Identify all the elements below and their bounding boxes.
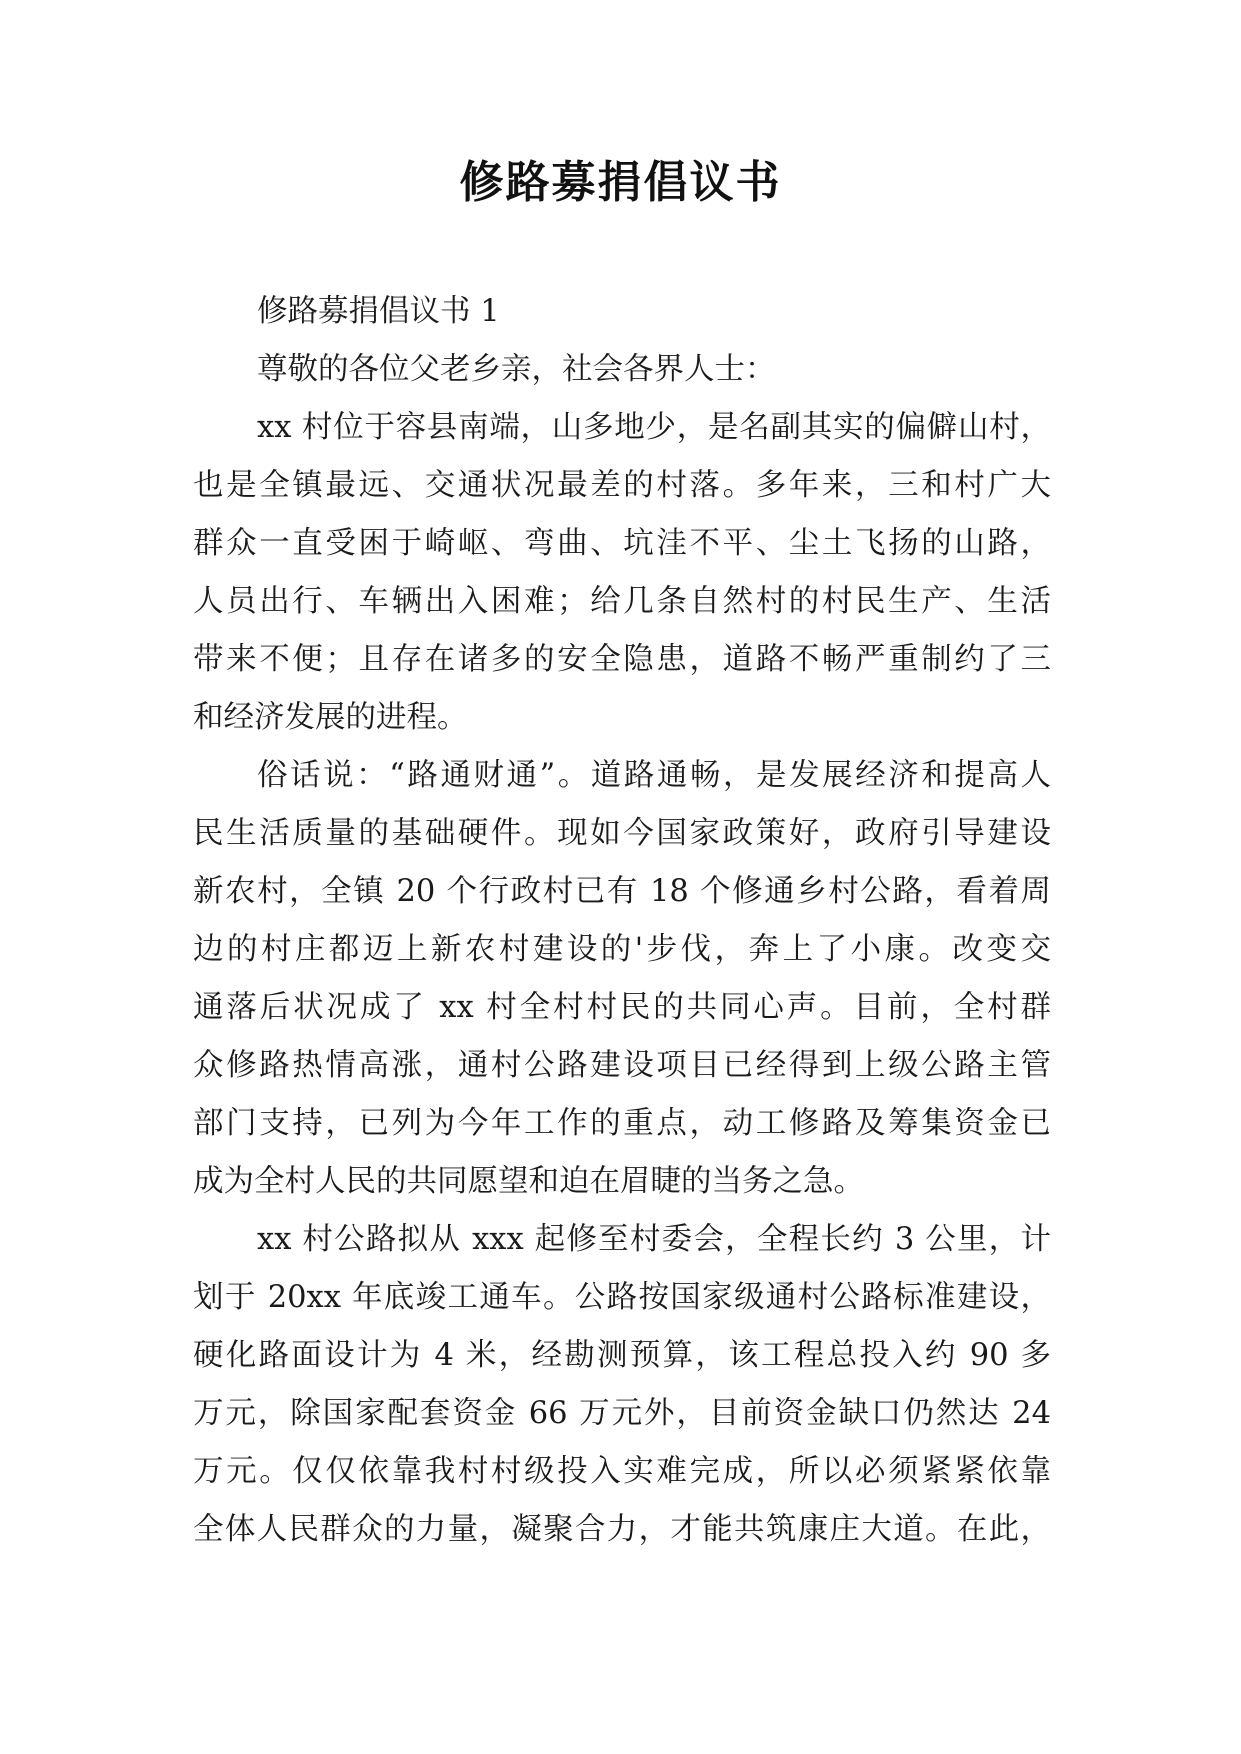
paragraph-3 <box>193 1211 1051 1559</box>
paragraph-line: 全体人民群众的力量，凝聚合力，才能共筑康庄大道。在此， <box>193 1512 1051 1547</box>
paragraph-line: 新农村，全镇 20 个行政村已有 18 个修通乡村公路，看着周 <box>193 874 1051 909</box>
paragraph-line: 群众一直受困于崎岖、弯曲、坑洼不平、尘土飞扬的山路， <box>193 526 1051 561</box>
paragraph-line: 众修路热情高涨，通村公路建设项目已经得到上级公路主管 <box>193 1048 1051 1083</box>
paragraph-line: 俗话说：“路通财通”。道路通畅，是发展经济和提高人 <box>257 758 1051 793</box>
paragraph-line: 边的村庄都迈上新农村建设的'步伐，奔上了小康。改变交 <box>193 932 1051 967</box>
paragraph-2 <box>193 747 1051 1211</box>
paragraph-line: 通落后状况成了 xx 村全村村民的共同心声。目前，全村群 <box>193 990 1051 1025</box>
paragraph-line: 民生活质量的基础硬件。现如今国家政策好，政府引导建设 <box>193 816 1051 851</box>
paragraph-line: 和经济发展的进程。 <box>193 700 468 735</box>
paragraph-line: 也是全镇最远、交通状况最差的村落。多年来，三和村广大 <box>193 468 1051 503</box>
document-title: 修路募捐倡议书 <box>459 157 782 208</box>
paragraph-1 <box>193 399 1051 747</box>
paragraph-line: 划于 20xx 年底竣工通车。公路按国家级通村公路标准建设， <box>193 1280 1051 1315</box>
salutation: 尊敬的各位父老乡亲，社会各界人士： <box>257 352 776 387</box>
paragraph-line: 带来不便；且存在诸多的安全隐患，道路不畅严重制约了三 <box>193 642 1051 677</box>
document-body <box>193 283 1051 1559</box>
section-heading: 修路募捐倡议书 1 <box>257 294 500 329</box>
paragraph-line: 人员出行、车辆出入困难；给几条自然村的村民生产、生活 <box>193 584 1051 619</box>
paragraph-line: 部门支持，已列为今年工作的重点，动工修路及筹集资金已 <box>193 1106 1051 1141</box>
paragraph-line: xx 村位于容县南端，山多地少，是名副其实的偏僻山村， <box>257 410 1051 445</box>
paragraph-line: 硬化路面设计为 4 米，经勘测预算，该工程总投入约 90 多 <box>193 1338 1051 1373</box>
paragraph-line: 万元。仅仅依靠我村村级投入实难完成，所以必须紧紧依靠 <box>193 1454 1051 1489</box>
paragraph-line: 万元，除国家配套资金 66 万元外，目前资金缺口仍然达 24 <box>193 1396 1051 1431</box>
paragraph-line: xx 村公路拟从 xxx 起修至村委会，全程长约 3 公里，计 <box>257 1222 1051 1257</box>
paragraph-line: 成为全村人民的共同愿望和迫在眉睫的当务之急。 <box>193 1164 864 1199</box>
